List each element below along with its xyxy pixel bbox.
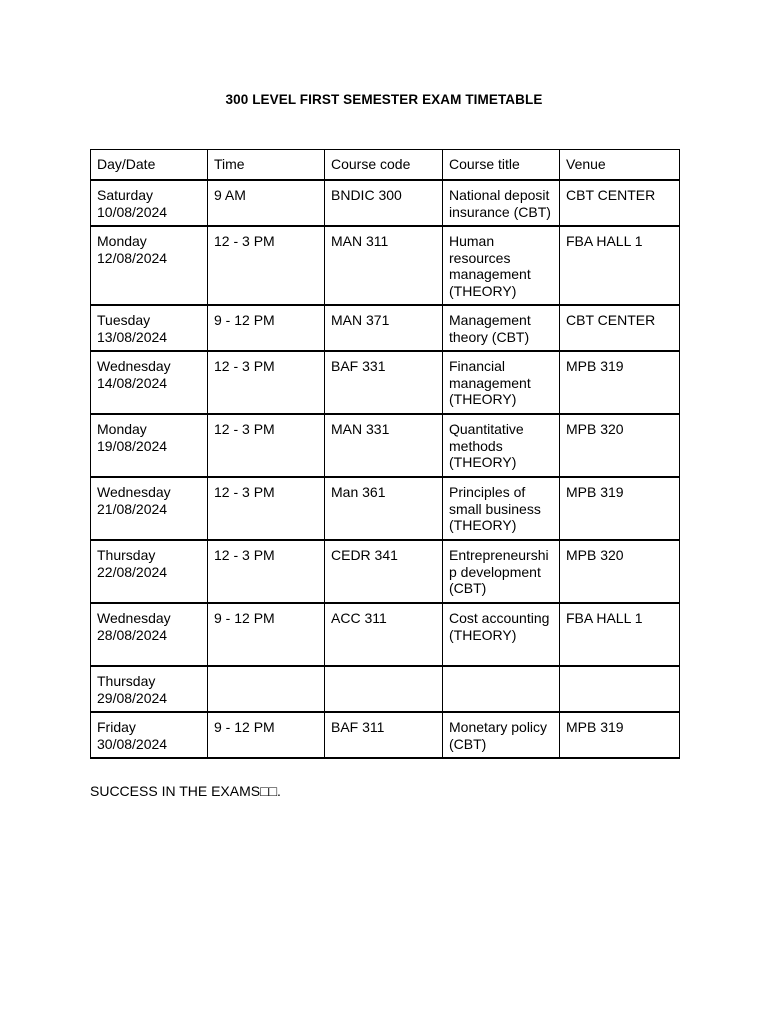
table-row bbox=[91, 305, 680, 351]
cell-course-title: Cost accounting (THEORY) bbox=[443, 603, 560, 666]
cell-date: 28/08/2024 bbox=[97, 626, 168, 643]
cell-venue: MPB 319 bbox=[560, 351, 680, 414]
cell-venue: FBA HALL 1 bbox=[560, 226, 680, 305]
cell-venue bbox=[560, 666, 680, 712]
cell-date: 12/08/2024 bbox=[97, 249, 168, 266]
cell-day-date bbox=[91, 414, 208, 477]
header-course-title: Course title bbox=[443, 150, 560, 181]
cell-course-code: BAF 311 bbox=[325, 712, 443, 758]
cell-course-title: Principles of small business (THEORY) bbox=[443, 477, 560, 540]
cell-time: 12 - 3 PM bbox=[208, 414, 325, 477]
header-time: Time bbox=[208, 150, 325, 181]
cell-course-title: Management theory (CBT) bbox=[443, 305, 560, 351]
cell-date: 21/08/2024 bbox=[97, 500, 168, 517]
cell-time: 12 - 3 PM bbox=[208, 226, 325, 305]
cell-day: Saturday bbox=[97, 187, 154, 203]
page-title: 300 LEVEL FIRST SEMESTER EXAM TIMETABLE bbox=[225, 92, 543, 107]
table-row bbox=[91, 712, 680, 758]
cell-venue: CBT CENTER bbox=[560, 305, 680, 351]
cell-day-date bbox=[91, 305, 208, 351]
cell-day: Monday bbox=[97, 421, 147, 437]
cell-day-date bbox=[91, 666, 208, 712]
cell-date: 29/08/2024 bbox=[97, 689, 168, 706]
cell-course-title bbox=[443, 666, 560, 712]
cell-time: 9 - 12 PM bbox=[208, 712, 325, 758]
cell-day-date bbox=[91, 226, 208, 305]
cell-day: Thursday bbox=[97, 547, 156, 563]
cell-day-date bbox=[91, 712, 208, 758]
cell-date: 19/08/2024 bbox=[97, 437, 168, 454]
table-row bbox=[91, 603, 680, 666]
cell-day-date bbox=[91, 351, 208, 414]
cell-day-date bbox=[91, 603, 208, 666]
cell-venue: CBT CENTER bbox=[560, 180, 680, 226]
cell-course-code: CEDR 341 bbox=[325, 540, 443, 603]
cell-course-code: Man 361 bbox=[325, 477, 443, 540]
cell-day: Tuesday bbox=[97, 312, 151, 328]
table-row bbox=[91, 414, 680, 477]
cell-day-date bbox=[91, 477, 208, 540]
table-row bbox=[91, 477, 680, 540]
cell-time: 12 - 3 PM bbox=[208, 540, 325, 603]
cell-course-title: Quantitative methods (THEORY) bbox=[443, 414, 560, 477]
cell-day: Wednesday bbox=[97, 358, 171, 374]
table-header-row bbox=[91, 150, 680, 181]
table-row bbox=[91, 351, 680, 414]
cell-day: Wednesday bbox=[97, 610, 171, 626]
cell-day: Wednesday bbox=[97, 484, 171, 500]
cell-time: 9 - 12 PM bbox=[208, 305, 325, 351]
exam-timetable-table bbox=[90, 149, 680, 759]
cell-course-code: MAN 311 bbox=[325, 226, 443, 305]
cell-day-date bbox=[91, 540, 208, 603]
cell-time: 12 - 3 PM bbox=[208, 477, 325, 540]
cell-day: Friday bbox=[97, 719, 136, 735]
header-day-date: Day/Date bbox=[91, 150, 208, 181]
table-row bbox=[91, 540, 680, 603]
cell-course-title: Entrepreneurship development (CBT) bbox=[443, 540, 560, 603]
table-row bbox=[91, 180, 680, 226]
footer-message: SUCCESS IN THE EXAMS□□. bbox=[90, 783, 281, 799]
cell-date: 13/08/2024 bbox=[97, 328, 168, 345]
cell-time bbox=[208, 666, 325, 712]
cell-course-code: MAN 371 bbox=[325, 305, 443, 351]
cell-venue: MPB 319 bbox=[560, 477, 680, 540]
cell-course-title: Monetary policy (CBT) bbox=[443, 712, 560, 758]
cell-venue: FBA HALL 1 bbox=[560, 603, 680, 666]
header-venue: Venue bbox=[560, 150, 680, 181]
cell-course-code bbox=[325, 666, 443, 712]
cell-date: 22/08/2024 bbox=[97, 563, 168, 580]
cell-time: 9 AM bbox=[208, 180, 325, 226]
cell-venue: MPB 320 bbox=[560, 414, 680, 477]
cell-venue: MPB 320 bbox=[560, 540, 680, 603]
cell-course-code: MAN 331 bbox=[325, 414, 443, 477]
cell-time: 12 - 3 PM bbox=[208, 351, 325, 414]
table-row bbox=[91, 666, 680, 712]
cell-date: 14/08/2024 bbox=[97, 374, 168, 391]
cell-course-title: Human resources management (THEORY) bbox=[443, 226, 560, 305]
cell-course-code: BNDIC 300 bbox=[325, 180, 443, 226]
cell-course-code: ACC 311 bbox=[325, 603, 443, 666]
cell-date: 10/08/2024 bbox=[97, 203, 168, 220]
cell-course-code: BAF 331 bbox=[325, 351, 443, 414]
header-course-code: Course code bbox=[325, 150, 443, 181]
cell-venue: MPB 319 bbox=[560, 712, 680, 758]
cell-course-title: Financial management (THEORY) bbox=[443, 351, 560, 414]
cell-day-date bbox=[91, 180, 208, 226]
cell-day: Thursday bbox=[97, 673, 156, 689]
cell-time: 9 - 12 PM bbox=[208, 603, 325, 666]
cell-day: Monday bbox=[97, 233, 147, 249]
cell-course-title: National deposit insurance (CBT) bbox=[443, 180, 560, 226]
table-row bbox=[91, 226, 680, 305]
cell-date: 30/08/2024 bbox=[97, 735, 168, 752]
